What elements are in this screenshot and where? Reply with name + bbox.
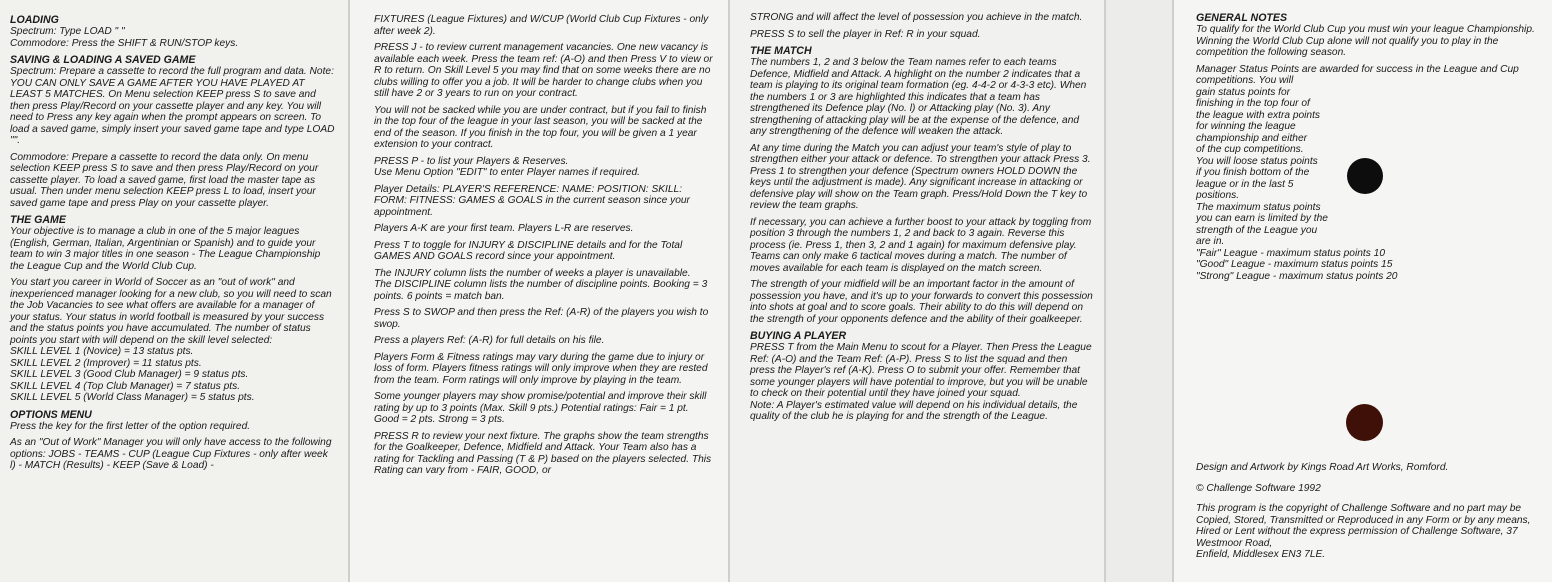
potential-text: Some younger players may show promise/potential and improve their skill rating by up to 3 points (Max. Skill 9 pts.) Potential ratings: Fair = 1 pt. Good = 2 pts. Strong = 3 pts. — [374, 391, 707, 425]
fixture-review-text: PRESS R to review your next fixture. The graphs show the team strengths for the Goalkeeper, Defence, Midfield and Attack. Your Team also has a rating for Tackling and Passing (T & P) based on the players selected. This Rating can vary from - FAIR, GOOD, or — [374, 430, 712, 476]
heading-general-notes: GENERAL NOTES — [1196, 12, 1288, 24]
punch-hole-top — [1347, 158, 1383, 194]
player-file-text: Press a players Ref: (A-R) for full details on his file. — [374, 335, 605, 346]
options-text-1: Press the key for the first letter of the option required. — [10, 420, 251, 432]
players-list-text: PRESS P - to list your Players & Reserves. Use Menu Option "EDIT" to enter Player names if required. — [374, 155, 640, 178]
legal-notice: This program is the copyright of Challenge Software and no part may be Copied, Stored, Transmitted or Reproduced in any Form or by any means, Hired or Lent without the express permission of Challenge Software, 37 Westmoor Road, Enfield, Middlesex EN3 7LE. — [1196, 503, 1531, 560]
contract-text: You will not be sacked while you are under contract, but if you fail to finish in the top four of the league in your last season, you will be sacked at the end of the season. If you finish in the top four, you will be given a 1 year extension to your contract. — [374, 104, 707, 150]
heading-the-match: THE MATCH — [750, 45, 812, 57]
buying-text: PRESS T from the Main Menu to scout for a Player. Then Press the League Ref: (A-O) and the Team Ref: (A-P). Press S to list the squad and then press the Player's ref (A-K). Press O to submit your offer. Remember that some younger players will have potential to improve, but you will be unable to check on their potential until they have joined your squad. — [750, 342, 1092, 399]
jobs-text: PRESS J - to review current management vacancies. One new vacancy is available each week. Press the team ref: (A-O) and then Press V to view or R to return. On Skill Level 5 you may find that on some weeks there are no clubs willing to offer you a job. It will be harder to change clubs when you still have 2 or 3 years to run on your contract. — [374, 42, 713, 99]
panel-general-notes — [1174, 0, 1552, 582]
saving-spectrum-text: Spectrum: Prepare a cassette to record the full program and data. Note: YOU CAN ONLY SAVE A GAME AFTER YOU HAVE PLAYED AT LEAST 5 MATCHES. On Menu selection KEEP press S to save and then press Play/Record on your cassette player and any key. You will need to Press any key again when the prompt appears on screen. To load a saved game, simply insert your saved game tape and type LOAD "". — [10, 66, 335, 146]
style-of-play-text: At any time during the Match you can adjust your team's style of play to strengthen either your attack or defence. To strengthen your attack Press 3. Press 1 to strengthen your defence (Spectrum owners HOLD DOWN the keys until the adjustment is made). Any significant increase in attacking or defensive play will show on the Team graph. Press/Hold Down the T key to review the team graphs. — [750, 142, 1091, 211]
injury-discipline-text: The INJURY column lists the number of weeks a player is unavailable. The DISCIPLINE column lists the number of discipline points. Booking = 3 points. 6 points = match ban. — [374, 267, 708, 302]
swop-text: Press S to SWOP and then press the Ref: (A-R) of the players you wish to swop. — [374, 307, 709, 330]
status-points-text: Manager Status Points are awarded for success in the League and Cup competitions. You will gain status points for finishing in the top four of the league with extra points for winning the league championship and either of the cup competitions. You will loose status points if you finish bottom of the league or in the last 5 positions. The maximum status points you can earn is limited by the strength of the League you are in. "Fair" League - maximum status points 10 "Good" League - maximum status points 15 "Strong" League - maximum status points 20 — [1196, 63, 1519, 282]
toggle-text: Press T to toggle for INJURY & DISCIPLINE details and for the Total GAMES AND GOALS record since your appointment. — [374, 239, 683, 262]
panel-loading-and-game — [0, 0, 348, 582]
form-fitness-text: Players Form & Fitness ratings may vary during the game due to injury or loss of form. Players fitness ratings will only improve when they are rested from the team. Form ratings will only improve by playing in the team. — [374, 351, 708, 386]
heading-buying-a-player: BUYING A PLAYER — [750, 330, 847, 342]
panel-match — [730, 0, 1104, 582]
options-fixtures-text: FIXTURES (League Fixtures) and W/CUP (World Club Cup Fixtures - only after week 2). — [374, 14, 709, 37]
design-credit: Design and Artwork by Kings Road Art Works, Romford. — [1196, 462, 1449, 473]
heading-saving: SAVING & LOADING A SAVED GAME — [10, 54, 196, 66]
punch-hole-bottom — [1346, 404, 1383, 441]
formation-text: The numbers 1, 2 and 3 below the Team names refer to each teams Defence, Midfield and Attack. A highlight on the number 2 indicates that a team is playing to its original team formation (eg. 4-4-2 or 4-3-3 etc). When the numbers 1 or 3 are highlighted this indicates that a team has strengthened its Defence play (No. l) or Attacking play (No. 3). Any strengthening of attacking play will be at the expense of the defence, and any strengthening of the defence will weaken the attack. — [750, 57, 1087, 137]
heading-the-game: THE GAME — [10, 214, 66, 226]
game-status-text: You start you career in World of Soccer as an "out of work" and inexperienced manager looking for a new club, so you will need to scan the Job Vacancies to see what offers are available for a manager of your status. Your status in world football is measured by your success and the status points you have accumulated. The number of status points you start with will depend on the skill level selected: SKILL LEVEL 1 (Novice) = 13 status pts. SKILL LEVEL 2 (Improver) = 11 status pts. SKILL LEVEL 3 (Good Club Manager) = 9 status pts. SKILL LEVEL 4 (Top Club Manager) = 7 status pts. SKILL LEVEL 5 (World Class Manager) = 5 status pts. — [10, 277, 332, 403]
blank-spine-panel — [1106, 0, 1172, 582]
saving-commodore-text: Commodore: Prepare a cassette to record the data only. On menu selection KEEP press S to save and then press Play/Record on your cassette player. To load a saved game, first load the master tape as usual. Then under menu selection KEEP press L to load, insert your saved game tape and press Play on your cassette player. — [10, 151, 319, 209]
options-text-2: As an "Out of Work" Manager you will only have access to the following options: JOBS - TEAMS - CUP (League Cup Fixtures - only after week l) - MATCH (Results) - KEEP (Save & Load) - — [10, 437, 332, 471]
copyright-notice: © Challenge Software 1992 — [1196, 482, 1321, 494]
heading-loading: LOADING — [10, 14, 59, 26]
world-club-cup-text: To qualify for the World Club Cup you must win your league Championship. Winning the World Club Cup alone will not qualify you to play in the competition the following season. — [1196, 24, 1535, 58]
panel-options — [350, 0, 728, 582]
credits — [1196, 462, 1541, 570]
first-team-text: Players A-K are your first team. Players L-R are reserves. — [374, 223, 634, 234]
boost-text: If necessary, you can achieve a further boost to your attack by toggling from position 3 through the numbers 1, 2 and back to 3 again. Reverse this process (ie. Press 1, then 3, 2 and 1 again) for maximum defensive play. Teams can only make 6 tactical moves during a match. The number of moves available for each team is displayed on the match screen. — [750, 216, 1092, 274]
midfield-text: The strength of your midfield will be an important factor in the amount of possession you have, and it's up to your forwards to convert this possession into shots at goal and to score goals. Their ability to do this will depend on the strength of your opponents defence and the ability of their goalkeeper. — [750, 279, 1093, 325]
possession-text: STRONG and will affect the level of possession you achieve in the match. — [750, 12, 1083, 23]
player-value-text: Note: A Player's estimated value will depend on his individual details, the quality of the club he is playing for and the strength of the League. — [750, 399, 1078, 422]
game-objective-text: Your objective is to manage a club in one of the 5 major leagues (English, German, Italian, Argentinian or Spanish) and to guide your team to win 3 major titles in one season - The League Championship the League Cup and the World Club Cup. — [10, 226, 321, 272]
heading-options-menu: OPTIONS MENU — [10, 408, 92, 421]
sell-player-text: PRESS S to sell the player in Ref: R in your squad. — [750, 28, 981, 40]
loading-text: Spectrum: Type LOAD " " Commodore: Press the SHIFT & RUN/STOP keys. — [10, 26, 239, 49]
player-details-text: Player Details: PLAYER'S REFERENCE: NAME: POSITION: SKILL: FORM: FITNESS: GAMES & GOALS in the current season since your appointment. — [374, 183, 690, 218]
